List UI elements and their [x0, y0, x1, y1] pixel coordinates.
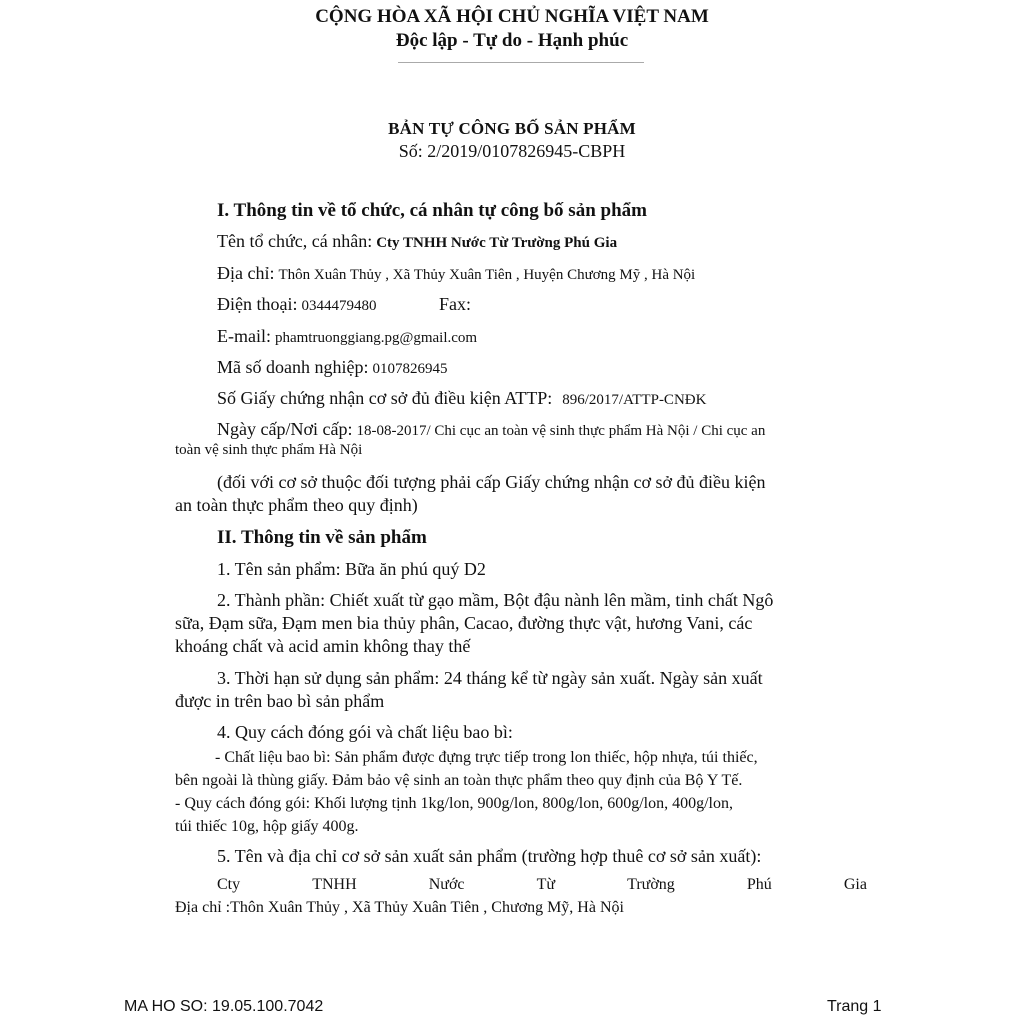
email-label: E-mail:	[217, 326, 271, 346]
certificate-value: 896/2017/ATTP-CNĐK	[562, 392, 707, 408]
manufacturer-word: Cty	[217, 876, 241, 893]
issue-value-line2: toàn vệ sinh thực phẩm Hà Nội	[175, 442, 363, 458]
org-label: Tên tổ chức, cá nhân:	[217, 231, 373, 251]
manufacturer-address: Địa chỉ :Thôn Xuân Thủy , Xã Thủy Xuân Tiên , Chương Mỹ, Hà Nội	[175, 899, 624, 916]
address-value: Thôn Xuân Thủy , Xã Thủy Xuân Tiên , Huyện Chương Mỹ , Hà Nội	[278, 267, 696, 283]
ingredients-line2: sữa, Đạm sữa, Đạm men bia thủy phân, Cacao, đường thực vật, hương Vani, các	[175, 613, 753, 633]
document-number: Số: 2/2019/0107826945-CBPH	[398, 141, 626, 161]
org-row	[217, 231, 617, 252]
phone-value: 0344479480	[301, 298, 377, 314]
national-title: CỘNG HÒA XÃ HỘI CHỦ NGHĨA VIỆT NAM	[315, 6, 709, 27]
note-line1: (đối với cơ sở thuộc đối tượng phải cấp Giấy chứng nhận cơ sở đủ điều kiện	[217, 472, 766, 492]
national-motto: Độc lập - Tự do - Hạnh phúc	[395, 30, 629, 51]
issue-row	[217, 419, 765, 440]
ingredients-line1: 2. Thành phần: Chiết xuất từ gạo mầm, Bột đậu nành lên mầm, tinh chất Ngô	[217, 590, 774, 610]
ingredients-line3: khoáng chất và acid amin không thay thế	[175, 636, 471, 656]
record-number: MA HO SO: 19.05.100.7042	[124, 998, 324, 1015]
issue-value-line1: 18-08-2017/ Chi cục an toàn vệ sinh thực phẩm Hà Nội / Chi cục an	[356, 423, 766, 439]
section1-heading: I. Thông tin về tổ chức, cá nhân tự công bố sản phẩm	[217, 200, 647, 221]
manufacturer-word: Từ	[536, 876, 556, 893]
business-code-value: 0107826945	[372, 361, 448, 377]
address-label: Địa chỉ:	[217, 263, 275, 283]
address-row	[217, 263, 695, 284]
product-name: 1. Tên sản phẩm: Bữa ăn phú quý D2	[217, 559, 486, 579]
manufacturer-word: Gia	[843, 876, 867, 893]
email-value: phamtruonggiang.pg@gmail.com	[274, 330, 478, 346]
certificate-row	[217, 388, 706, 409]
manufacturer-name-line	[217, 876, 867, 894]
note-line2: an toàn thực phẩm theo quy định)	[175, 495, 418, 515]
section2-heading: II. Thông tin về sản phẩm	[217, 527, 427, 548]
business-code-label: Mã số doanh nghiệp:	[217, 357, 369, 377]
manufacturer-word: TNHH	[312, 876, 357, 893]
shelf-life-line1: 3. Thời hạn sử dụng sản phẩm: 24 tháng kể từ ngày sản xuất. Ngày sản xuất	[217, 668, 763, 688]
manufacturer-word: Nước	[428, 876, 465, 893]
manufacturer-word: Phú	[746, 876, 772, 893]
manufacturer-heading: 5. Tên và địa chỉ cơ sở sản xuất sản phẩm (trường hợp thuê cơ sở sản xuất):	[217, 846, 762, 866]
certificate-label: Số Giấy chứng nhận cơ sở đủ điều kiện ATTP:	[217, 388, 553, 408]
phone-label: Điện thoại:	[217, 294, 298, 314]
packaging-spec-line1: - Quy cách đóng gói: Khối lượng tịnh 1kg/lon, 900g/lon, 800g/lon, 600g/lon, 400g/lon,	[175, 795, 733, 812]
document-title: BẢN TỰ CÔNG BỐ SẢN PHẨM	[388, 119, 636, 138]
business-code-row	[217, 357, 447, 378]
packaging-heading: 4. Quy cách đóng gói và chất liệu bao bì:	[217, 722, 513, 742]
issue-label: Ngày cấp/Nơi cấp:	[217, 419, 353, 439]
email-row	[217, 326, 477, 347]
packaging-material-line1: - Chất liệu bao bì: Sản phẩm được đựng trực tiếp trong lon thiếc, hộp nhựa, túi thiếc,	[215, 749, 758, 766]
org-value: Cty TNHH Nước Từ Trường Phú Gia	[376, 235, 618, 251]
fax-label: Fax:	[439, 294, 472, 314]
manufacturer-word: Trường	[627, 876, 675, 893]
shelf-life-line2: được in trên bao bì sản phẩm	[175, 691, 385, 711]
page-number: Trang 1	[827, 998, 882, 1015]
packaging-spec-line2: túi thiếc 10g, hộp giấy 400g.	[175, 818, 359, 835]
packaging-material-line2: bên ngoài là thùng giấy. Đảm bảo vệ sinh an toàn thực phẩm theo quy định của Bộ Y Tế.	[175, 772, 743, 789]
header-divider	[398, 62, 644, 63]
phone-row	[217, 294, 376, 315]
